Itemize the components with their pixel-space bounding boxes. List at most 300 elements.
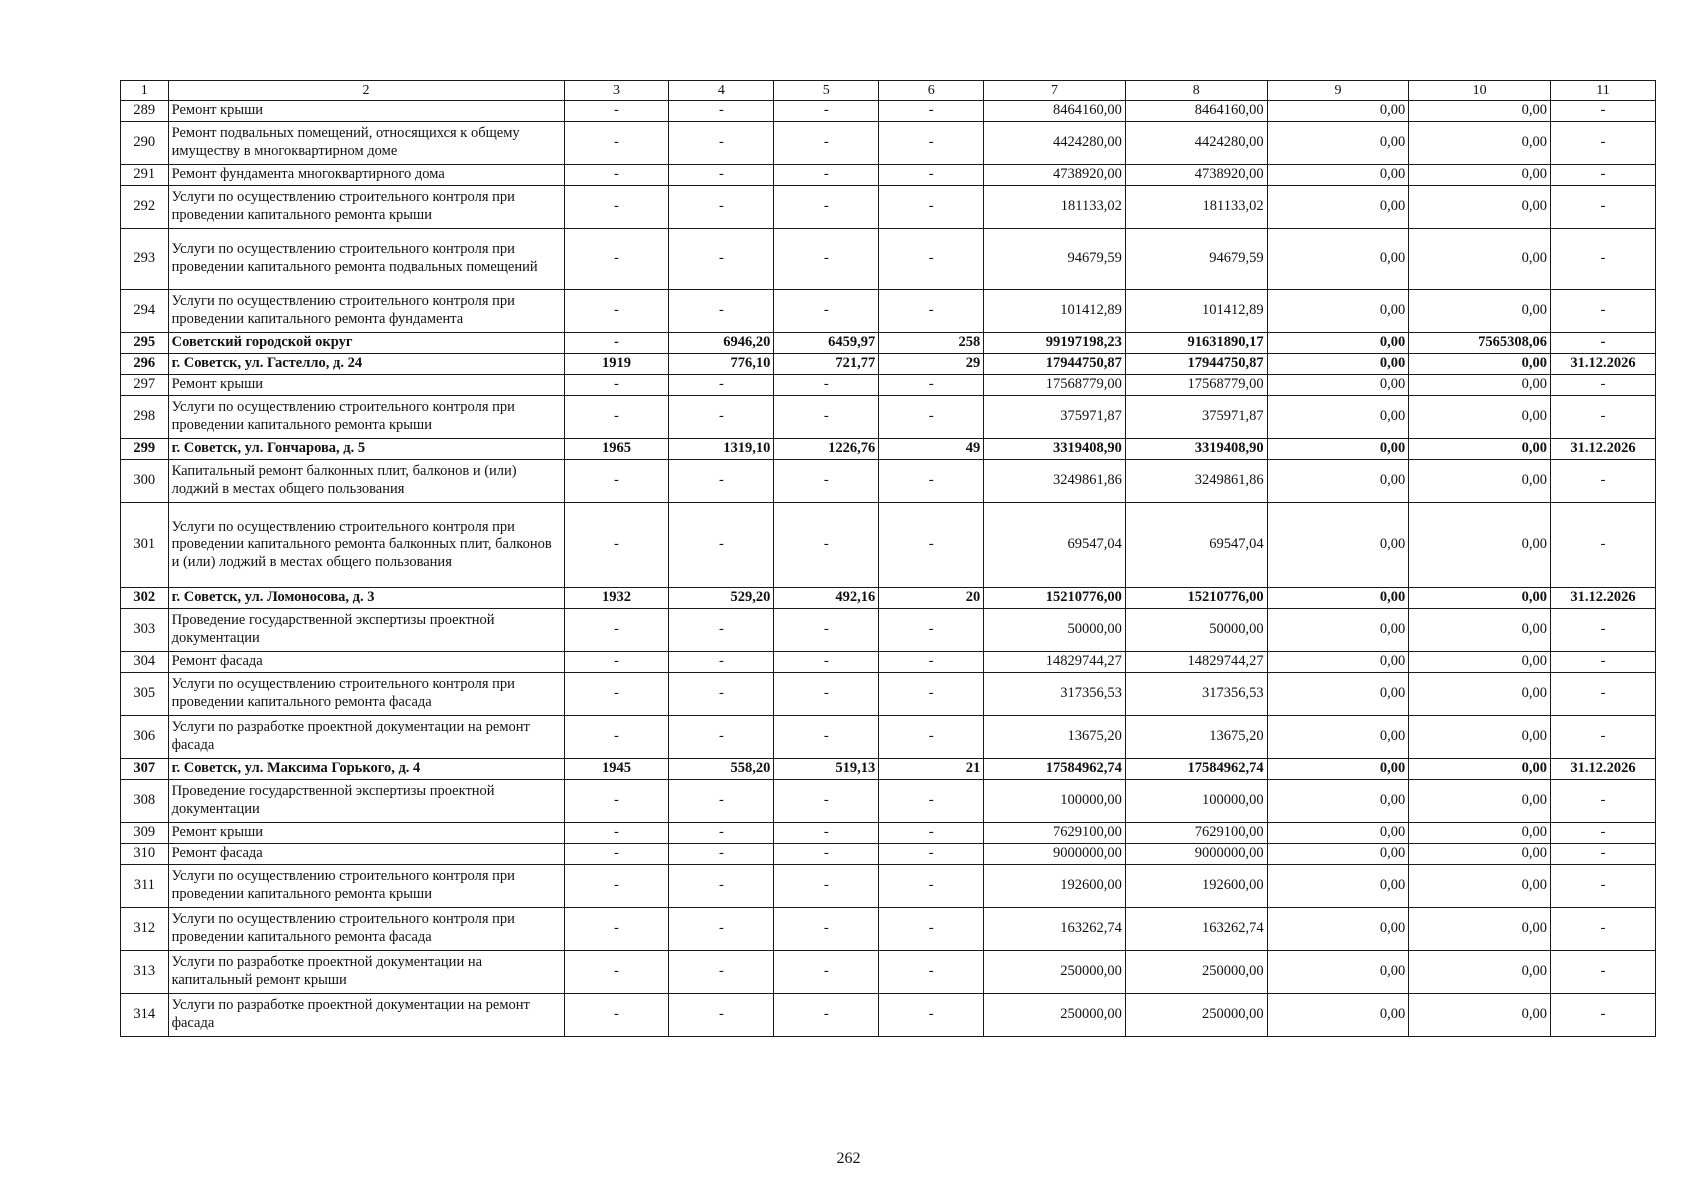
cell-col-3: - [564,609,669,652]
work-description: Проведение государственной экспертизы проектной документации [168,609,564,652]
cell-col-9: 0,00 [1267,908,1409,951]
cell-col-10: 0,00 [1409,396,1551,439]
cell-col-6: - [879,165,984,186]
cell-col-6: - [879,186,984,229]
cell-col-7: 7629100,00 [984,823,1126,844]
cell-col-7: 15210776,00 [984,588,1126,609]
cell-col-8: 192600,00 [1125,865,1267,908]
cell-col-3: - [564,375,669,396]
row-number: 296 [121,354,169,375]
cell-col-6: 258 [879,333,984,354]
cell-col-3: - [564,503,669,588]
cell-col-8: 17568779,00 [1125,375,1267,396]
cell-col-11: - [1551,609,1656,652]
cell-col-9: 0,00 [1267,122,1409,165]
row-number: 291 [121,165,169,186]
cell-col-6: - [879,844,984,865]
work-description: Услуги по осуществлению строительного контроля при проведении капитального ремонта подвальных помещений [168,229,564,290]
cell-col-11: - [1551,290,1656,333]
work-description: г. Советск, ул. Гончарова, д. 5 [168,439,564,460]
table-row [121,460,1656,503]
cell-col-8: 3319408,90 [1125,439,1267,460]
row-number: 306 [121,716,169,759]
cell-col-7: 192600,00 [984,865,1126,908]
work-description: Капитальный ремонт балконных плит, балконов и (или) лоджий в местах общего пользования [168,460,564,503]
work-description: Ремонт подвальных помещений, относящихся к общему имуществу в многоквартирном доме [168,122,564,165]
cell-col-3: - [564,780,669,823]
cell-col-8: 50000,00 [1125,609,1267,652]
cell-col-6: - [879,994,984,1037]
table-row-address [121,759,1656,780]
work-description: Услуги по осуществлению строительного контроля при проведении капитального ремонта фасада [168,673,564,716]
cell-col-9: 0,00 [1267,609,1409,652]
row-number: 312 [121,908,169,951]
cell-col-6: - [879,290,984,333]
cell-col-7: 94679,59 [984,229,1126,290]
cell-col-4: - [669,186,774,229]
cell-col-11: 31.12.2026 [1551,439,1656,460]
cell-col-4: - [669,951,774,994]
work-description: Услуги по разработке проектной документации на ремонт фасада [168,994,564,1037]
cell-col-7: 250000,00 [984,994,1126,1037]
table-row [121,229,1656,290]
cell-col-6: 49 [879,439,984,460]
cell-col-4: - [669,865,774,908]
table-row [121,844,1656,865]
cell-col-10: 0,00 [1409,165,1551,186]
cell-col-4: - [669,716,774,759]
cell-col-6: - [879,673,984,716]
work-description: Услуги по разработке проектной документации на ремонт фасада [168,716,564,759]
cell-col-4: - [669,780,774,823]
work-description: Услуги по разработке проектной документации на капитальный ремонт крыши [168,951,564,994]
cell-col-10: 0,00 [1409,101,1551,122]
cell-col-4: 558,20 [669,759,774,780]
cell-col-3: 1932 [564,588,669,609]
cell-col-8: 15210776,00 [1125,588,1267,609]
row-number: 300 [121,460,169,503]
cell-col-8: 8464160,00 [1125,101,1267,122]
cell-col-5: - [774,865,879,908]
cell-col-9: 0,00 [1267,101,1409,122]
cell-col-8: 100000,00 [1125,780,1267,823]
cell-col-10: 0,00 [1409,122,1551,165]
cell-col-5: - [774,186,879,229]
cell-col-7: 4738920,00 [984,165,1126,186]
cell-col-5: - [774,101,879,122]
cell-col-7: 163262,74 [984,908,1126,951]
row-number: 305 [121,673,169,716]
cell-col-3: - [564,396,669,439]
cell-col-5: 1226,76 [774,439,879,460]
cell-col-10: 0,00 [1409,609,1551,652]
cell-col-4: - [669,122,774,165]
cell-col-11: - [1551,844,1656,865]
cell-col-7: 9000000,00 [984,844,1126,865]
row-number: 309 [121,823,169,844]
table-row [121,673,1656,716]
cell-col-10: 0,00 [1409,994,1551,1037]
cell-col-11: - [1551,503,1656,588]
cell-col-9: 0,00 [1267,716,1409,759]
work-description: Услуги по осуществлению строительного контроля при проведении капитального ремонта фундамента [168,290,564,333]
col-header-3: 3 [564,81,669,101]
row-number: 314 [121,994,169,1037]
cell-col-3: - [564,994,669,1037]
cell-col-7: 3319408,90 [984,439,1126,460]
work-description: г. Советск, ул. Ломоносова, д. 3 [168,588,564,609]
col-header-1: 1 [121,81,169,101]
table-row [121,823,1656,844]
register-sheet [120,80,1656,1037]
cell-col-6: - [879,101,984,122]
cell-col-6: - [879,951,984,994]
cell-col-5: - [774,716,879,759]
row-number: 302 [121,588,169,609]
cell-col-5: - [774,609,879,652]
cell-col-10: 0,00 [1409,229,1551,290]
cell-col-5: 492,16 [774,588,879,609]
cell-col-5: - [774,951,879,994]
cell-col-4: - [669,673,774,716]
cell-col-9: 0,00 [1267,290,1409,333]
cell-col-11: - [1551,716,1656,759]
cell-col-5: - [774,844,879,865]
cell-col-5: 519,13 [774,759,879,780]
col-header-5: 5 [774,81,879,101]
cell-col-10: 0,00 [1409,844,1551,865]
work-description: Ремонт крыши [168,823,564,844]
cell-col-8: 4424280,00 [1125,122,1267,165]
cell-col-4: 1319,10 [669,439,774,460]
cell-col-3: - [564,716,669,759]
cell-col-7: 181133,02 [984,186,1126,229]
work-description: Услуги по осуществлению строительного контроля при проведении капитального ремонта крыши [168,396,564,439]
cell-col-8: 17584962,74 [1125,759,1267,780]
cell-col-8: 317356,53 [1125,673,1267,716]
row-number: 295 [121,333,169,354]
table-row [121,908,1656,951]
cell-col-11: - [1551,186,1656,229]
cell-col-5: - [774,780,879,823]
row-number: 299 [121,439,169,460]
table-row [121,165,1656,186]
cell-col-10: 0,00 [1409,354,1551,375]
cell-col-10: 0,00 [1409,716,1551,759]
cell-col-5: - [774,673,879,716]
cell-col-4: - [669,290,774,333]
cell-col-4: - [669,503,774,588]
cell-col-3: - [564,460,669,503]
cell-col-6: - [879,716,984,759]
cell-col-4: - [669,375,774,396]
cell-col-9: 0,00 [1267,823,1409,844]
cell-col-9: 0,00 [1267,652,1409,673]
cell-col-6: - [879,396,984,439]
cell-col-3: - [564,122,669,165]
table-row [121,101,1656,122]
cell-col-11: - [1551,865,1656,908]
table-row [121,503,1656,588]
cell-col-7: 101412,89 [984,290,1126,333]
cell-col-7: 317356,53 [984,673,1126,716]
cell-col-8: 94679,59 [1125,229,1267,290]
col-header-7: 7 [984,81,1126,101]
cell-col-11: 31.12.2026 [1551,354,1656,375]
row-number: 301 [121,503,169,588]
cell-col-11: - [1551,994,1656,1037]
cell-col-7: 14829744,27 [984,652,1126,673]
cell-col-8: 4738920,00 [1125,165,1267,186]
cell-col-10: 0,00 [1409,588,1551,609]
cell-col-9: 0,00 [1267,951,1409,994]
cell-col-8: 91631890,17 [1125,333,1267,354]
cell-col-6: 21 [879,759,984,780]
work-description: Ремонт крыши [168,101,564,122]
cell-col-5: - [774,460,879,503]
cell-col-5: - [774,652,879,673]
column-number-header-row [121,81,1656,101]
cell-col-7: 13675,20 [984,716,1126,759]
cell-col-5: - [774,375,879,396]
col-header-9: 9 [1267,81,1409,101]
work-description: Ремонт крыши [168,375,564,396]
cell-col-10: 0,00 [1409,186,1551,229]
cell-col-7: 250000,00 [984,951,1126,994]
cell-col-8: 3249861,86 [1125,460,1267,503]
cell-col-11: - [1551,101,1656,122]
cell-col-11: - [1551,652,1656,673]
cell-col-9: 0,00 [1267,333,1409,354]
cell-col-5: - [774,994,879,1037]
cell-col-7: 100000,00 [984,780,1126,823]
cell-col-6: - [879,865,984,908]
cell-col-8: 13675,20 [1125,716,1267,759]
cell-col-10: 0,00 [1409,652,1551,673]
cell-col-5: - [774,908,879,951]
cell-col-9: 0,00 [1267,588,1409,609]
cell-col-8: 9000000,00 [1125,844,1267,865]
row-number: 289 [121,101,169,122]
cell-col-11: - [1551,333,1656,354]
cell-col-6: 29 [879,354,984,375]
row-number: 298 [121,396,169,439]
work-description: Ремонт фундамента многоквартирного дома [168,165,564,186]
table-row [121,652,1656,673]
cell-col-6: - [879,823,984,844]
cell-col-6: - [879,375,984,396]
cell-col-3: - [564,673,669,716]
cell-col-9: 0,00 [1267,354,1409,375]
cell-col-3: - [564,229,669,290]
cell-col-8: 250000,00 [1125,951,1267,994]
cell-col-4: - [669,844,774,865]
cell-col-4: 529,20 [669,588,774,609]
cell-col-11: 31.12.2026 [1551,759,1656,780]
cell-col-5: - [774,503,879,588]
cell-col-4: 6946,20 [669,333,774,354]
cell-col-10: 0,00 [1409,951,1551,994]
cell-col-7: 3249861,86 [984,460,1126,503]
cell-col-3: - [564,951,669,994]
cell-col-11: - [1551,122,1656,165]
cell-col-11: 31.12.2026 [1551,588,1656,609]
work-description: Советский городской округ [168,333,564,354]
cell-col-8: 250000,00 [1125,994,1267,1037]
table-row [121,396,1656,439]
row-number: 310 [121,844,169,865]
cell-col-10: 0,00 [1409,823,1551,844]
row-number: 297 [121,375,169,396]
table-row [121,716,1656,759]
cell-col-3: - [564,165,669,186]
cell-col-11: - [1551,229,1656,290]
cell-col-9: 0,00 [1267,229,1409,290]
cell-col-11: - [1551,823,1656,844]
cell-col-11: - [1551,165,1656,186]
cell-col-8: 14829744,27 [1125,652,1267,673]
table-row-address [121,333,1656,354]
cell-col-3: - [564,823,669,844]
cell-col-5: 6459,97 [774,333,879,354]
cell-col-4: - [669,609,774,652]
cell-col-7: 69547,04 [984,503,1126,588]
cell-col-3: - [564,186,669,229]
work-description: Услуги по осуществлению строительного контроля при проведении капитального ремонта крыши [168,865,564,908]
table-row [121,186,1656,229]
cell-col-3: 1919 [564,354,669,375]
row-number: 307 [121,759,169,780]
cell-col-5: - [774,165,879,186]
work-description: г. Советск, ул. Гастелло, д. 24 [168,354,564,375]
cell-col-9: 0,00 [1267,844,1409,865]
table-row-address [121,588,1656,609]
work-description: Проведение государственной экспертизы проектной документации [168,780,564,823]
cell-col-7: 17584962,74 [984,759,1126,780]
cell-col-4: - [669,460,774,503]
table-row-address [121,354,1656,375]
table-row [121,290,1656,333]
cell-col-4: - [669,994,774,1037]
cell-col-11: - [1551,780,1656,823]
cell-col-9: 0,00 [1267,460,1409,503]
col-header-11: 11 [1551,81,1656,101]
cell-col-11: - [1551,375,1656,396]
cell-col-11: - [1551,460,1656,503]
cell-col-8: 69547,04 [1125,503,1267,588]
cell-col-9: 0,00 [1267,865,1409,908]
capital-repair-table [120,80,1656,1037]
cell-col-7: 50000,00 [984,609,1126,652]
cell-col-9: 0,00 [1267,503,1409,588]
row-number: 308 [121,780,169,823]
cell-col-11: - [1551,673,1656,716]
cell-col-10: 0,00 [1409,375,1551,396]
cell-col-7: 375971,87 [984,396,1126,439]
table-row [121,994,1656,1037]
row-number: 304 [121,652,169,673]
cell-col-6: - [879,503,984,588]
cell-col-9: 0,00 [1267,165,1409,186]
cell-col-7: 17568779,00 [984,375,1126,396]
cell-col-8: 375971,87 [1125,396,1267,439]
cell-col-8: 7629100,00 [1125,823,1267,844]
row-number: 294 [121,290,169,333]
cell-col-4: 776,10 [669,354,774,375]
cell-col-10: 0,00 [1409,460,1551,503]
cell-col-11: - [1551,908,1656,951]
cell-col-5: - [774,122,879,165]
work-description: Услуги по осуществлению строительного контроля при проведении капитального ремонта фасада [168,908,564,951]
work-description: Услуги по осуществлению строительного контроля при проведении капитального ремонта крыши [168,186,564,229]
cell-col-9: 0,00 [1267,186,1409,229]
cell-col-8: 181133,02 [1125,186,1267,229]
cell-col-10: 0,00 [1409,290,1551,333]
cell-col-6: - [879,609,984,652]
cell-col-3: - [564,865,669,908]
cell-col-9: 0,00 [1267,759,1409,780]
cell-col-7: 17944750,87 [984,354,1126,375]
cell-col-6: 20 [879,588,984,609]
row-number: 303 [121,609,169,652]
cell-col-5: - [774,290,879,333]
table-row [121,122,1656,165]
cell-col-9: 0,00 [1267,673,1409,716]
cell-col-9: 0,00 [1267,994,1409,1037]
cell-col-6: - [879,780,984,823]
work-description: Услуги по осуществлению строительного контроля при проведении капитального ремонта балконных плит, балконов и (или) лоджий в местах общего пользования [168,503,564,588]
cell-col-10: 0,00 [1409,780,1551,823]
table-row [121,609,1656,652]
cell-col-5: 721,77 [774,354,879,375]
work-description: Ремонт фасада [168,844,564,865]
cell-col-9: 0,00 [1267,439,1409,460]
cell-col-3: - [564,652,669,673]
cell-col-4: - [669,101,774,122]
cell-col-10: 0,00 [1409,503,1551,588]
table-row [121,375,1656,396]
cell-col-6: - [879,652,984,673]
work-description: Ремонт фасада [168,652,564,673]
col-header-8: 8 [1125,81,1267,101]
table-row-address [121,439,1656,460]
cell-col-6: - [879,229,984,290]
cell-col-3: - [564,101,669,122]
cell-col-5: - [774,823,879,844]
row-number: 292 [121,186,169,229]
col-header-6: 6 [879,81,984,101]
cell-col-8: 163262,74 [1125,908,1267,951]
cell-col-4: - [669,823,774,844]
cell-col-9: 0,00 [1267,396,1409,439]
cell-col-5: - [774,396,879,439]
table-row [121,780,1656,823]
cell-col-3: - [564,844,669,865]
cell-col-7: 99197198,23 [984,333,1126,354]
col-header-10: 10 [1409,81,1551,101]
cell-col-10: 0,00 [1409,759,1551,780]
cell-col-4: - [669,229,774,290]
cell-col-3: - [564,333,669,354]
cell-col-4: - [669,652,774,673]
cell-col-11: - [1551,396,1656,439]
cell-col-10: 0,00 [1409,908,1551,951]
table-row [121,865,1656,908]
cell-col-11: - [1551,951,1656,994]
cell-col-8: 101412,89 [1125,290,1267,333]
cell-col-4: - [669,396,774,439]
cell-col-3: 1945 [564,759,669,780]
